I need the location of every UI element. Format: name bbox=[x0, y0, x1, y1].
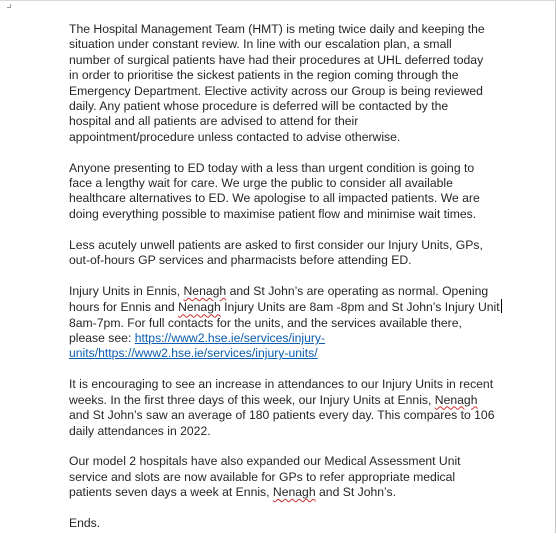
spellcheck-word: Nenagh bbox=[434, 392, 478, 407]
text-line bbox=[69, 284, 501, 299]
text-segment: Injury Units are 8am -8pm and St John’s Injury Unit bbox=[220, 300, 500, 315]
spellcheck-word: Nenagh bbox=[272, 485, 316, 500]
paragraph-injury-units bbox=[69, 284, 501, 362]
text-line: Ends. bbox=[69, 515, 101, 530]
text-line: face a lengthy wait for care. We urge the public to consider all available bbox=[69, 176, 453, 191]
text-line: Emergency Department. Elective activity across our Group is being reviewed bbox=[69, 83, 483, 98]
text-line bbox=[69, 331, 501, 346]
margin-corner-mark bbox=[7, 4, 11, 8]
text-line: daily attendances in 2022. bbox=[69, 423, 211, 438]
text-line bbox=[69, 299, 501, 315]
text-line: in order to prioritise the sickest patients in the region coming through the bbox=[69, 68, 459, 83]
text-line: Our model 2 hospitals have also expanded our Medical Assessment Unit bbox=[69, 454, 461, 469]
text-line: 8am-7pm. For full contacts for the units, and the services available there, bbox=[69, 315, 462, 330]
text-line bbox=[69, 485, 501, 500]
text-cursor bbox=[501, 299, 502, 313]
text-segment: and St John’s. bbox=[315, 485, 397, 500]
injury-units-link[interactable]: https://www2.hse.ie/services/injury- bbox=[134, 331, 326, 346]
text-segment: please see: bbox=[69, 331, 135, 346]
document-body[interactable] bbox=[69, 22, 501, 547]
page-top-border bbox=[0, 0, 556, 1]
text-line: out-of-hours GP services and pharmacists before attending ED. bbox=[69, 253, 412, 268]
spellcheck-word: Nenagh bbox=[178, 300, 221, 315]
text-line: daily. Any patient whose procedure is deferred will be contacted by the bbox=[69, 99, 449, 114]
text-line: Anyone presenting to ED today with a less than urgent condition is going to bbox=[69, 160, 475, 175]
text-line: hospital and all patients are advised to attend for their bbox=[69, 114, 359, 129]
paragraph-alternatives bbox=[69, 238, 501, 269]
text-line: It is encouraging to see an increase in attendances to our Injury Units in recent bbox=[69, 377, 494, 392]
text-line: situation under constant review. In line with our escalation plan, a small bbox=[69, 37, 452, 52]
text-segment: Injury Units in Ennis, bbox=[69, 283, 184, 298]
spellcheck-word: Nenagh bbox=[183, 283, 227, 298]
paragraph-attendances bbox=[69, 377, 501, 439]
text-segment: hours for Ennis and bbox=[69, 300, 179, 315]
text-line: service and slots are now available for GPs to refer appropriate medical bbox=[69, 469, 456, 484]
paragraph-hmt-update bbox=[69, 22, 501, 145]
text-segment: patients seven days a week at Ennis, bbox=[69, 485, 273, 500]
text-line bbox=[69, 346, 501, 361]
paragraph-model-2-hospitals bbox=[69, 454, 501, 500]
text-line: doing everything possible to maximise patient flow and minimise wait times. bbox=[69, 206, 477, 221]
text-line: appointment/procedure unless contacted to advise otherwise. bbox=[69, 129, 401, 144]
injury-units-link-continued[interactable]: units/https://www2.hse.ie/services/injury-units/ bbox=[69, 346, 318, 361]
paragraph-ed-wait bbox=[69, 161, 501, 223]
text-line: and St John’s saw an average of 180 patients every day. This compares to 106 bbox=[69, 408, 495, 423]
text-segment: and St John’s are operating as normal. Opening bbox=[226, 283, 489, 298]
closing-ends bbox=[69, 516, 501, 531]
text-segment: weeks. In the first three days of this week, our Injury Units at Ennis, bbox=[69, 392, 435, 407]
text-line bbox=[69, 393, 501, 408]
text-line: healthcare alternatives to ED. We apologise to all impacted patients. We are bbox=[69, 191, 480, 206]
text-line: number of surgical patients have had their procedures at UHL deferred today bbox=[69, 52, 484, 67]
text-line: The Hospital Management Team (HMT) is meting twice daily and keeping the bbox=[69, 22, 485, 36]
text-line: Less acutely unwell patients are asked to first consider our Injury Units, GPs, bbox=[69, 237, 483, 252]
